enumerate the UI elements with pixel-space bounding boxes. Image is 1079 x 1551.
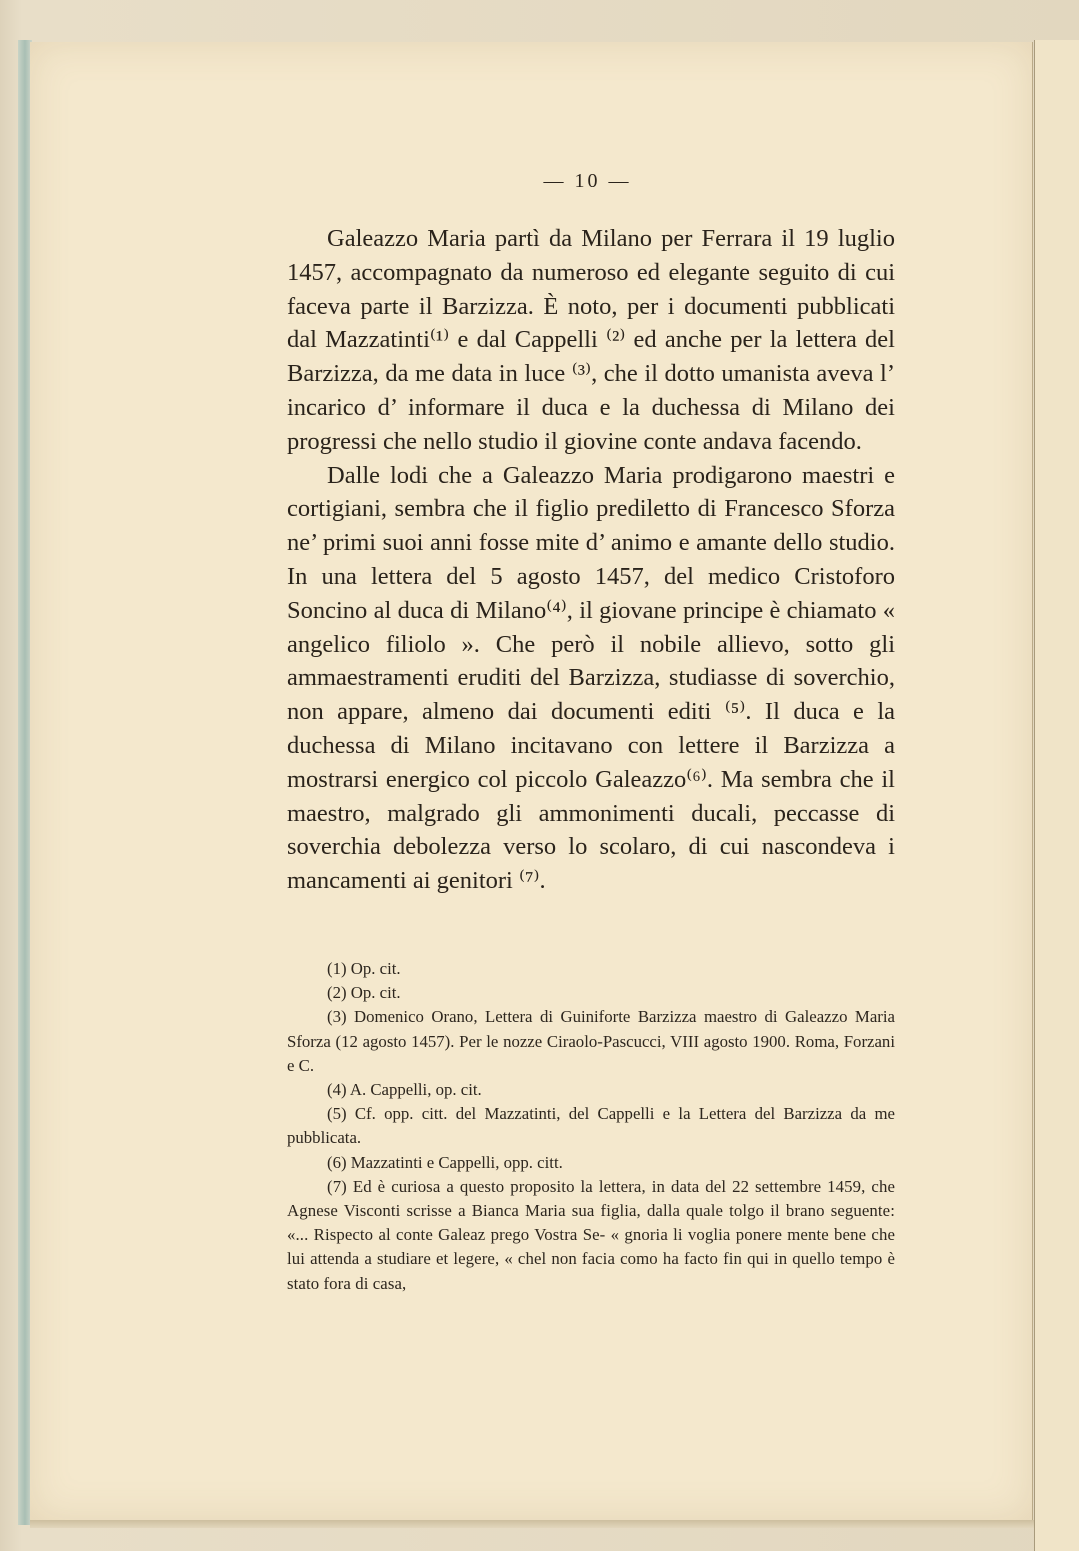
footnote-3: (3) Domenico Orano, Lettera di Guiniforte Barzizza maestro di Galeazzo Maria Sforza (12 agosto 1457). Per le nozze Ciraolo-Pascucci, VIII agosto 1900. Roma, Forzani e C.	[287, 1007, 895, 1075]
page-number: — 10 —	[543, 170, 632, 192]
facing-page-edge	[1034, 40, 1079, 1551]
paragraph-1: Galeazzo Maria partì da Milano per Ferrara il 19 luglio 1457, accompagnato da numeroso ed elegante seguito di cui faceva parte il Barzizza. È noto, per i documenti pubblicati dal Mazzatinti⁽¹⁾ e dal Cappelli ⁽²⁾ ed anche per la lettera del Barzizza, da me data in luce ⁽³⁾, che il dotto umanista aveva l’ incarico d’ informare il duca e la duchessa di Milano dei progressi che nello studio il giovine conte andava facendo.	[287, 225, 895, 455]
main-text	[287, 222, 895, 898]
footnote-6: (6) Mazzatinti e Cappelli, opp. citt.	[327, 1152, 563, 1172]
paragraph-2: Dalle lodi che a Galeazzo Maria prodigarono maestri e cortigiani, sembra che il figlio prediletto di Francesco Sforza ne’ primi suoi anni fosse mite d’ animo e amante dello studio. In una lettera del 5 agosto 1457, del medico Cristoforo Soncino al duca di Milano⁽⁴⁾, il giovane principe è chiamato « angelico filiolo ». Che però il nobile allievo, sotto gli ammaestramenti eruditi del Barzizza, studiasse di soverchio, non appare, almeno dai documenti editi ⁽⁵⁾. Il duca e la duchessa di Milano incitavano con lettere il Barzizza a mostrarsi energico col piccolo Galeazzo⁽⁶⁾. Ma sembra che il maestro, malgrado gli ammonimenti ducali, peccasse di soverchia debolezza verso lo scolaro, di cui nascondeva i mancamenti ai genitori ⁽⁷⁾.	[287, 461, 895, 895]
footnote-1: (1) Op. cit.	[327, 959, 401, 978]
footnote-4: (4) A. Cappelli, op. cit.	[327, 1080, 482, 1100]
footnote-2: (2) Op. cit.	[327, 983, 401, 1003]
footnote-7: (7) Ed è curiosa a questo proposito la lettera, in data del 22 settembre 1459, che Agnese Visconti scrisse a Bianca Maria sua figlia, dalla quale tolgo il brano seguente: «... Rispecto al conte Galeaz prego Vostra Se- « gnoria li voglia ponere mente bene che lui attenda a studiare et legere, « chel non facia como ha facto fin qui in quello tempo è stato fora di casa,	[287, 1176, 895, 1293]
footnote-5: (5) Cf. opp. citt. del Mazzatinti, del Cappelli e la Lettera del Barzizza da me pubblicata.	[287, 1104, 895, 1148]
footnotes	[287, 957, 895, 1296]
page-stack-edge	[30, 1520, 1034, 1528]
